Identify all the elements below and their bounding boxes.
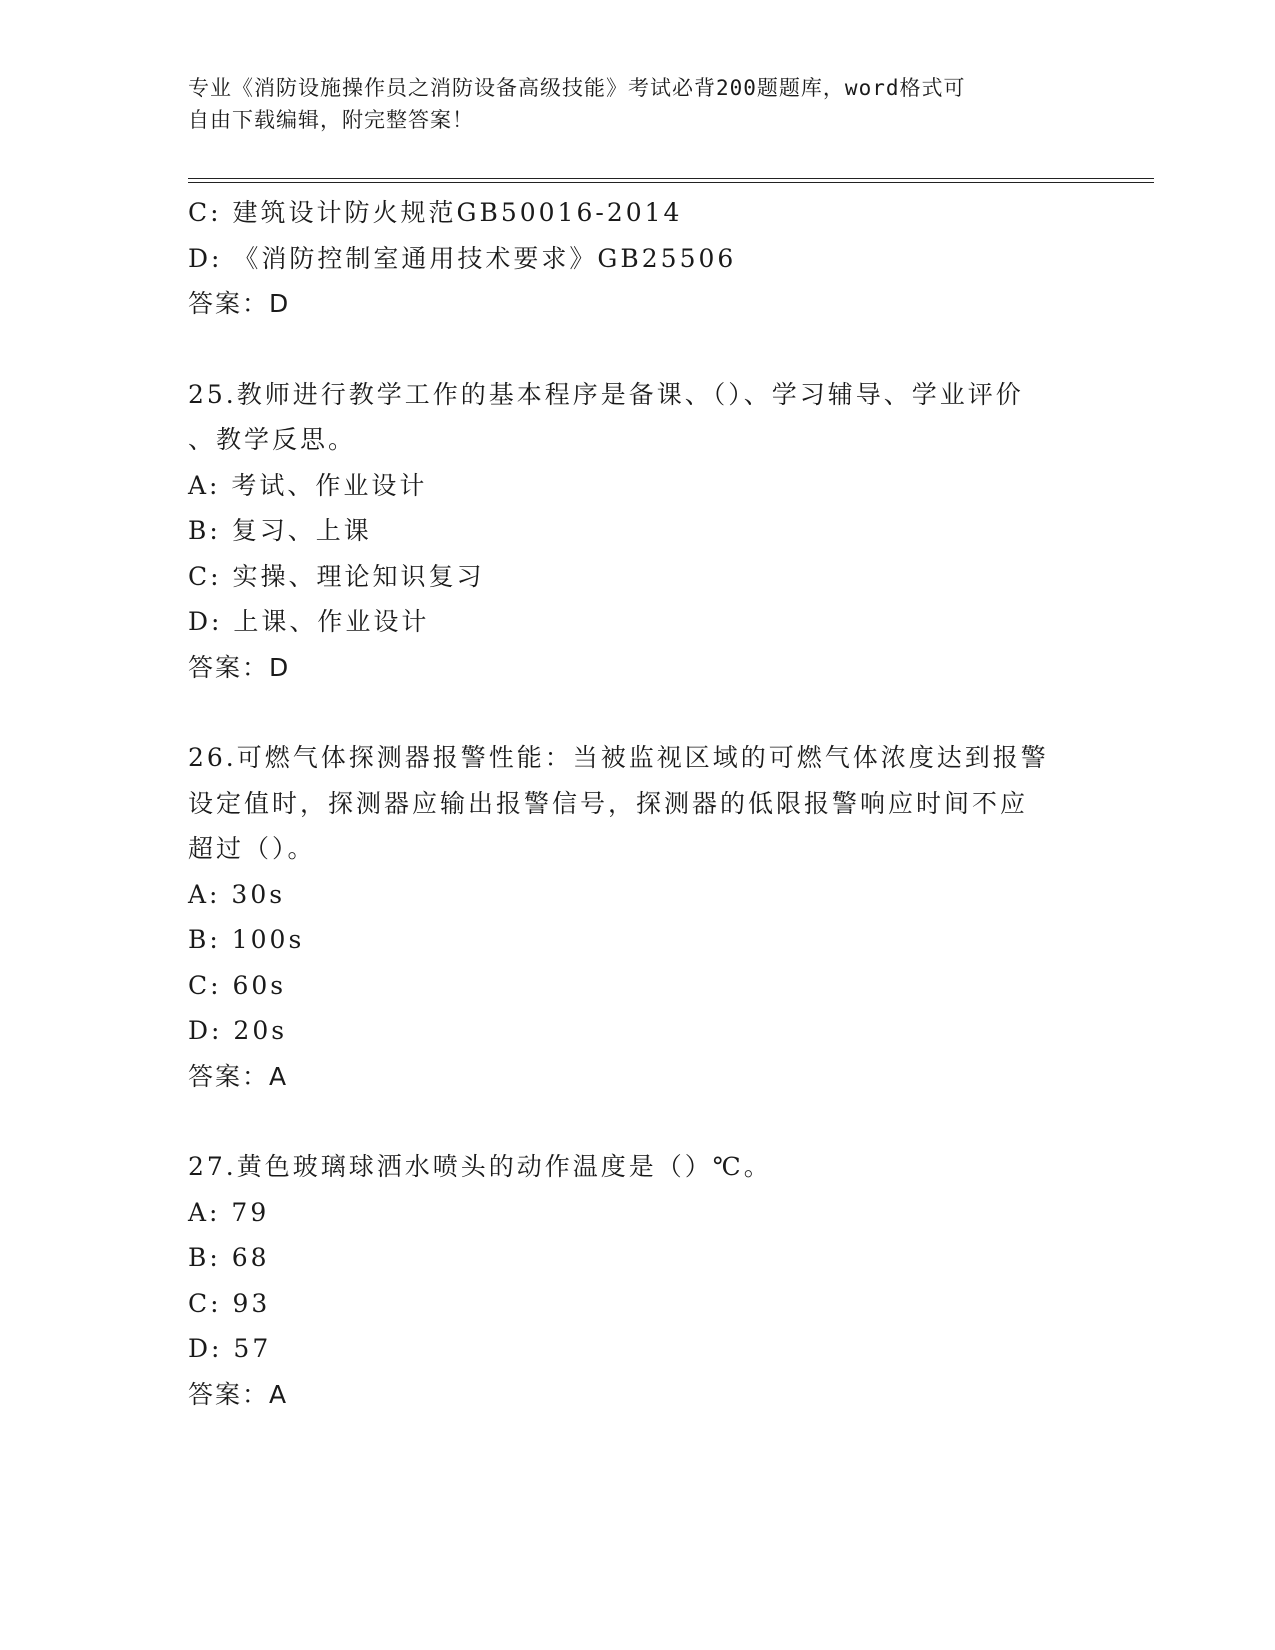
question-25 [188,372,1088,691]
answer-line: 答案：A [188,1379,289,1409]
option-b: B: 68 [188,1243,270,1272]
question-26 [188,735,1088,1099]
option-d: D: 57 [188,1334,272,1363]
option-b: B: 复习、上课 [188,516,372,545]
option-a: A: 30s [188,879,286,909]
header-title-line-1: 专业《消防设施操作员之消防设备高级技能》考试必背200题题库，word格式可 [188,76,966,100]
option-a: A: 79 [188,1197,270,1227]
option-b: B: 100s [188,925,305,954]
question-stem: 超过（）。 [188,834,316,863]
spacer [188,690,1088,735]
option-c: C: 实操、理论知识复习 [188,561,485,591]
option-d: D: 《消防控制室通用技术要求》GB25506 [188,243,737,273]
question-stem: 设定值时，探测器应输出报警信号，探测器的低限报警响应时间不应 [188,788,1029,818]
question-stem: 26.可燃气体探测器报警性能：当被监视区域的可燃气体浓度达到报警 [188,743,1049,772]
question-stem: 27.黄色玻璃球洒水喷头的动作温度是（）℃。 [188,1152,772,1181]
question-27 [188,1144,1088,1417]
option-d: D: 20s [188,1016,288,1045]
question-stem: 25.教师进行教学工作的基本程序是备课、（）、学习辅导、学业评价 [188,379,1024,409]
question-stem: 、教学反思。 [188,425,357,454]
answer-line: 答案：D [188,652,291,682]
question-list [188,190,1088,1417]
header-divider [188,178,1154,183]
option-c: C: 60s [188,970,287,1000]
option-a: A: 考试、作业设计 [188,470,428,500]
answer-line: 答案：D [188,289,291,318]
spacer [188,1099,1088,1144]
option-c: C: 建筑设计防火规范GB50016-2014 [188,198,683,227]
spacer [188,327,1088,372]
option-c: C: 93 [188,1288,271,1318]
answer-line: 答案：A [188,1061,289,1091]
option-d: D: 上课、作业设计 [188,607,430,636]
question-24-continued [188,190,1088,327]
page-header [188,72,1068,136]
header-title-line-2: 自由下载编辑，附完整答案！ [188,108,474,132]
